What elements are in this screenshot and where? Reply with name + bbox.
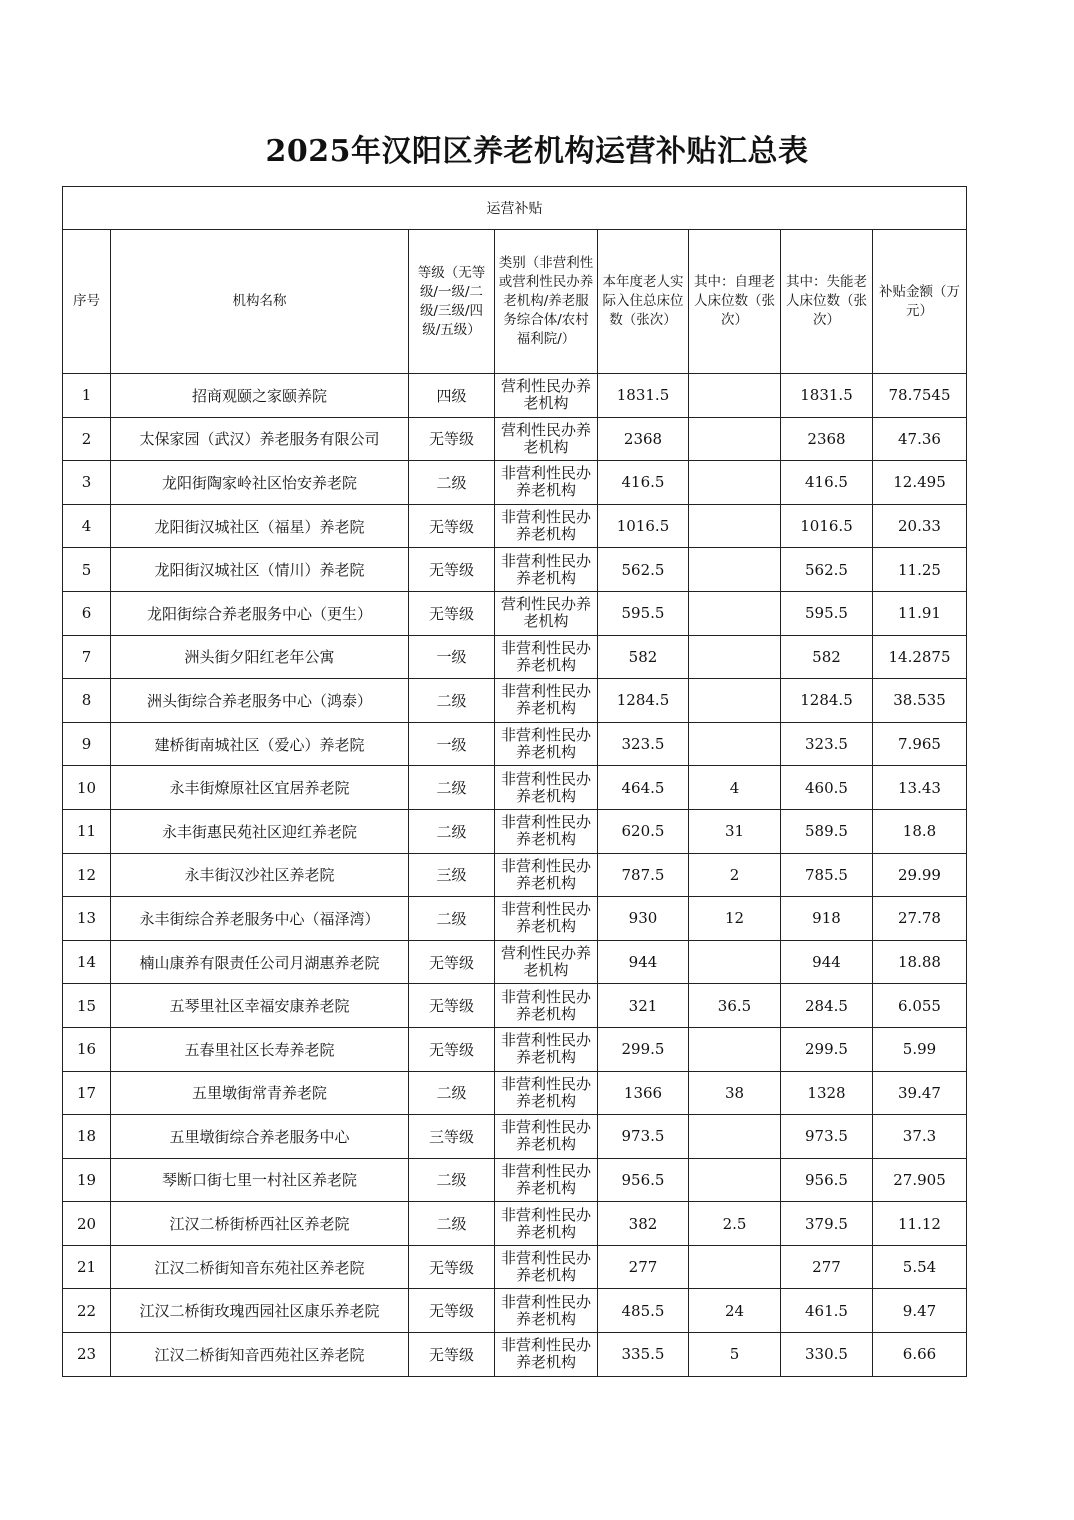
cell-self-care-beds <box>689 1245 781 1289</box>
cell-institution-name: 琴断口街七里一村社区养老院 <box>111 1158 409 1202</box>
cell-self-care-beds: 24 <box>689 1289 781 1333</box>
cell-grade: 三等级 <box>409 1115 495 1159</box>
table-row <box>63 1158 967 1202</box>
table-row <box>63 679 967 723</box>
cell-subsidy-amount: 6.66 <box>873 1333 967 1377</box>
cell-self-care-beds <box>689 1115 781 1159</box>
cell-self-care-beds <box>689 504 781 548</box>
cell-grade: 无等级 <box>409 940 495 984</box>
cell-category: 非营利性民办养老机构 <box>495 1289 598 1333</box>
cell-category: 营利性民办养老机构 <box>495 374 598 418</box>
cell-total-beds: 416.5 <box>598 461 689 505</box>
cell-total-beds: 323.5 <box>598 722 689 766</box>
table-row <box>63 1245 967 1289</box>
cell-self-care-beds: 36.5 <box>689 984 781 1028</box>
cell-category: 非营利性民办养老机构 <box>495 504 598 548</box>
cell-index: 12 <box>63 853 111 897</box>
cell-self-care-beds: 31 <box>689 809 781 853</box>
header-disabled-beds: 其中：失能老人床位数（张次） <box>781 230 873 374</box>
cell-grade: 二级 <box>409 809 495 853</box>
cell-subsidy-amount: 11.12 <box>873 1202 967 1246</box>
cell-subsidy-amount: 18.88 <box>873 940 967 984</box>
cell-disabled-beds: 460.5 <box>781 766 873 810</box>
cell-index: 15 <box>63 984 111 1028</box>
cell-category: 营利性民办养老机构 <box>495 940 598 984</box>
cell-index: 17 <box>63 1071 111 1115</box>
page-title: 2025年汉阳区养老机构运营补贴汇总表 <box>265 134 809 169</box>
cell-self-care-beds: 2 <box>689 853 781 897</box>
cell-subsidy-amount: 11.25 <box>873 548 967 592</box>
table-row <box>63 635 967 679</box>
cell-total-beds: 944 <box>598 940 689 984</box>
cell-grade: 四级 <box>409 374 495 418</box>
cell-institution-name: 龙阳街综合养老服务中心（更生） <box>111 591 409 635</box>
cell-grade: 一级 <box>409 635 495 679</box>
cell-self-care-beds <box>689 1158 781 1202</box>
cell-institution-name: 江汉二桥街玫瑰西园社区康乐养老院 <box>111 1289 409 1333</box>
cell-subsidy-amount: 27.905 <box>873 1158 967 1202</box>
header-subsidy-amount: 补贴金额（万元） <box>873 230 967 374</box>
cell-subsidy-amount: 11.91 <box>873 591 967 635</box>
cell-total-beds: 1366 <box>598 1071 689 1115</box>
cell-self-care-beds <box>689 1027 781 1071</box>
cell-grade: 无等级 <box>409 1333 495 1377</box>
header-institution-name: 机构名称 <box>111 230 409 374</box>
table-row <box>63 1115 967 1159</box>
table-row <box>63 374 967 418</box>
cell-disabled-beds: 582 <box>781 635 873 679</box>
table-row <box>63 461 967 505</box>
cell-self-care-beds <box>689 417 781 461</box>
cell-institution-name: 永丰街惠民苑社区迎红养老院 <box>111 809 409 853</box>
cell-total-beds: 2368 <box>598 417 689 461</box>
cell-total-beds: 562.5 <box>598 548 689 592</box>
cell-institution-name: 龙阳街汉城社区（情川）养老院 <box>111 548 409 592</box>
cell-subsidy-amount: 27.78 <box>873 897 967 941</box>
cell-disabled-beds: 416.5 <box>781 461 873 505</box>
cell-self-care-beds <box>689 548 781 592</box>
table-row <box>63 984 967 1028</box>
cell-category: 非营利性民办养老机构 <box>495 548 598 592</box>
cell-total-beds: 299.5 <box>598 1027 689 1071</box>
cell-disabled-beds: 330.5 <box>781 1333 873 1377</box>
table-row <box>63 591 967 635</box>
cell-disabled-beds: 1016.5 <box>781 504 873 548</box>
table-row <box>63 853 967 897</box>
cell-grade: 二级 <box>409 897 495 941</box>
cell-subsidy-amount: 13.43 <box>873 766 967 810</box>
cell-self-care-beds <box>689 722 781 766</box>
cell-total-beds: 277 <box>598 1245 689 1289</box>
table-row <box>63 417 967 461</box>
cell-disabled-beds: 1831.5 <box>781 374 873 418</box>
cell-subsidy-amount: 6.055 <box>873 984 967 1028</box>
cell-subsidy-amount: 29.99 <box>873 853 967 897</box>
cell-disabled-beds: 299.5 <box>781 1027 873 1071</box>
cell-total-beds: 1284.5 <box>598 679 689 723</box>
cell-total-beds: 321 <box>598 984 689 1028</box>
cell-category: 非营利性民办养老机构 <box>495 853 598 897</box>
cell-subsidy-amount: 5.99 <box>873 1027 967 1071</box>
cell-institution-name: 建桥街南城社区（爱心）养老院 <box>111 722 409 766</box>
cell-index: 3 <box>63 461 111 505</box>
cell-total-beds: 1831.5 <box>598 374 689 418</box>
cell-category: 非营利性民办养老机构 <box>495 1333 598 1377</box>
cell-total-beds: 930 <box>598 897 689 941</box>
cell-index: 11 <box>63 809 111 853</box>
cell-grade: 无等级 <box>409 591 495 635</box>
subsidy-table <box>62 186 967 1377</box>
cell-category: 非营利性民办养老机构 <box>495 1027 598 1071</box>
cell-disabled-beds: 379.5 <box>781 1202 873 1246</box>
cell-institution-name: 五里墩街常青养老院 <box>111 1071 409 1115</box>
cell-institution-name: 招商观颐之家颐养院 <box>111 374 409 418</box>
cell-institution-name: 洲头街综合养老服务中心（鸿泰） <box>111 679 409 723</box>
cell-institution-name: 江汉二桥街知音西苑社区养老院 <box>111 1333 409 1377</box>
cell-index: 2 <box>63 417 111 461</box>
cell-self-care-beds <box>689 591 781 635</box>
cell-disabled-beds: 2368 <box>781 417 873 461</box>
cell-total-beds: 595.5 <box>598 591 689 635</box>
header-self-care-beds: 其中：自理老人床位数（张次） <box>689 230 781 374</box>
cell-disabled-beds: 973.5 <box>781 1115 873 1159</box>
cell-category: 非营利性民办养老机构 <box>495 1071 598 1115</box>
cell-subsidy-amount: 14.2875 <box>873 635 967 679</box>
cell-disabled-beds: 1328 <box>781 1071 873 1115</box>
cell-grade: 二级 <box>409 679 495 723</box>
cell-grade: 二级 <box>409 1202 495 1246</box>
header-category: 类别（非营利性或营利性民办养老机构/养老服务综合体/农村福利院/） <box>495 230 598 374</box>
cell-disabled-beds: 589.5 <box>781 809 873 853</box>
cell-category: 非营利性民办养老机构 <box>495 809 598 853</box>
cell-index: 4 <box>63 504 111 548</box>
cell-index: 16 <box>63 1027 111 1071</box>
cell-category: 非营利性民办养老机构 <box>495 897 598 941</box>
cell-subsidy-amount: 78.7545 <box>873 374 967 418</box>
cell-self-care-beds: 4 <box>689 766 781 810</box>
cell-institution-name: 永丰街综合养老服务中心（福泽湾） <box>111 897 409 941</box>
cell-grade: 一级 <box>409 722 495 766</box>
cell-grade: 二级 <box>409 1158 495 1202</box>
cell-subsidy-amount: 39.47 <box>873 1071 967 1115</box>
table-row <box>63 1202 967 1246</box>
table-row <box>63 809 967 853</box>
table-header-row <box>63 230 967 374</box>
cell-disabled-beds: 562.5 <box>781 548 873 592</box>
cell-category: 非营利性民办养老机构 <box>495 1245 598 1289</box>
cell-institution-name: 五春里社区长寿养老院 <box>111 1027 409 1071</box>
cell-total-beds: 582 <box>598 635 689 679</box>
cell-category: 非营利性民办养老机构 <box>495 679 598 723</box>
cell-institution-name: 永丰街燎原社区宜居养老院 <box>111 766 409 810</box>
cell-index: 20 <box>63 1202 111 1246</box>
cell-self-care-beds <box>689 940 781 984</box>
cell-total-beds: 956.5 <box>598 1158 689 1202</box>
cell-grade: 无等级 <box>409 1245 495 1289</box>
cell-index: 19 <box>63 1158 111 1202</box>
cell-total-beds: 973.5 <box>598 1115 689 1159</box>
table-row <box>63 548 967 592</box>
cell-category: 非营利性民办养老机构 <box>495 1202 598 1246</box>
cell-total-beds: 787.5 <box>598 853 689 897</box>
cell-total-beds: 485.5 <box>598 1289 689 1333</box>
cell-category: 非营利性民办养老机构 <box>495 984 598 1028</box>
cell-disabled-beds: 277 <box>781 1245 873 1289</box>
cell-total-beds: 335.5 <box>598 1333 689 1377</box>
cell-grade: 无等级 <box>409 417 495 461</box>
cell-index: 9 <box>63 722 111 766</box>
table-row <box>63 897 967 941</box>
cell-subsidy-amount: 37.3 <box>873 1115 967 1159</box>
cell-institution-name: 江汉二桥街桥西社区养老院 <box>111 1202 409 1246</box>
cell-self-care-beds <box>689 461 781 505</box>
cell-grade: 无等级 <box>409 504 495 548</box>
table-row <box>63 504 967 548</box>
cell-grade: 二级 <box>409 461 495 505</box>
table-row <box>63 940 967 984</box>
cell-index: 18 <box>63 1115 111 1159</box>
cell-disabled-beds: 595.5 <box>781 591 873 635</box>
cell-subsidy-amount: 20.33 <box>873 504 967 548</box>
cell-index: 22 <box>63 1289 111 1333</box>
cell-disabled-beds: 284.5 <box>781 984 873 1028</box>
cell-institution-name: 太保家园（武汉）养老服务有限公司 <box>111 417 409 461</box>
table-body <box>63 187 967 1377</box>
cell-grade: 无等级 <box>409 1289 495 1333</box>
cell-category: 非营利性民办养老机构 <box>495 766 598 810</box>
cell-grade: 二级 <box>409 1071 495 1115</box>
cell-index: 13 <box>63 897 111 941</box>
cell-category: 营利性民办养老机构 <box>495 591 598 635</box>
table-row <box>63 766 967 810</box>
cell-total-beds: 620.5 <box>598 809 689 853</box>
cell-disabled-beds: 1284.5 <box>781 679 873 723</box>
cell-self-care-beds <box>689 635 781 679</box>
cell-subsidy-amount: 7.965 <box>873 722 967 766</box>
cell-index: 23 <box>63 1333 111 1377</box>
cell-total-beds: 382 <box>598 1202 689 1246</box>
cell-institution-name: 龙阳街汉城社区（福星）养老院 <box>111 504 409 548</box>
cell-institution-name: 五琴里社区幸福安康养老院 <box>111 984 409 1028</box>
cell-disabled-beds: 461.5 <box>781 1289 873 1333</box>
cell-subsidy-amount: 5.54 <box>873 1245 967 1289</box>
table-row <box>63 1071 967 1115</box>
cell-grade: 无等级 <box>409 984 495 1028</box>
cell-subsidy-amount: 12.495 <box>873 461 967 505</box>
cell-disabled-beds: 323.5 <box>781 722 873 766</box>
cell-grade: 无等级 <box>409 1027 495 1071</box>
cell-disabled-beds: 785.5 <box>781 853 873 897</box>
table-banner: 运营补贴 <box>63 187 967 230</box>
cell-index: 21 <box>63 1245 111 1289</box>
cell-grade: 无等级 <box>409 548 495 592</box>
cell-self-care-beds: 12 <box>689 897 781 941</box>
table-row <box>63 1027 967 1071</box>
table-banner-row <box>63 187 967 230</box>
table-row <box>63 1333 967 1377</box>
cell-subsidy-amount: 38.535 <box>873 679 967 723</box>
cell-institution-name: 永丰街汉沙社区养老院 <box>111 853 409 897</box>
cell-total-beds: 1016.5 <box>598 504 689 548</box>
cell-institution-name: 龙阳街陶家岭社区怡安养老院 <box>111 461 409 505</box>
cell-self-care-beds: 5 <box>689 1333 781 1377</box>
cell-category: 非营利性民办养老机构 <box>495 1115 598 1159</box>
header-grade: 等级（无等级/一级/二级/三级/四级/五级） <box>409 230 495 374</box>
cell-index: 14 <box>63 940 111 984</box>
cell-disabled-beds: 918 <box>781 897 873 941</box>
cell-disabled-beds: 944 <box>781 940 873 984</box>
cell-index: 10 <box>63 766 111 810</box>
cell-disabled-beds: 956.5 <box>781 1158 873 1202</box>
cell-grade: 三级 <box>409 853 495 897</box>
cell-subsidy-amount: 9.47 <box>873 1289 967 1333</box>
cell-index: 6 <box>63 591 111 635</box>
cell-institution-name: 江汉二桥街知音东苑社区养老院 <box>111 1245 409 1289</box>
cell-total-beds: 464.5 <box>598 766 689 810</box>
cell-index: 7 <box>63 635 111 679</box>
cell-self-care-beds <box>689 374 781 418</box>
cell-self-care-beds <box>689 679 781 723</box>
table-row <box>63 722 967 766</box>
cell-index: 8 <box>63 679 111 723</box>
cell-subsidy-amount: 47.36 <box>873 417 967 461</box>
cell-index: 1 <box>63 374 111 418</box>
cell-institution-name: 五里墩街综合养老服务中心 <box>111 1115 409 1159</box>
header-total-beds: 本年度老人实际入住总床位数（张次） <box>598 230 689 374</box>
cell-category: 非营利性民办养老机构 <box>495 1158 598 1202</box>
cell-category: 非营利性民办养老机构 <box>495 635 598 679</box>
cell-category: 非营利性民办养老机构 <box>495 461 598 505</box>
cell-self-care-beds: 38 <box>689 1071 781 1115</box>
cell-category: 非营利性民办养老机构 <box>495 722 598 766</box>
cell-self-care-beds: 2.5 <box>689 1202 781 1246</box>
header-index: 序号 <box>63 230 111 374</box>
cell-institution-name: 洲头街夕阳红老年公寓 <box>111 635 409 679</box>
table-row <box>63 1289 967 1333</box>
cell-institution-name: 楠山康养有限责任公司月湖惠养老院 <box>111 940 409 984</box>
cell-grade: 二级 <box>409 766 495 810</box>
cell-index: 5 <box>63 548 111 592</box>
cell-category: 营利性民办养老机构 <box>495 417 598 461</box>
cell-subsidy-amount: 18.8 <box>873 809 967 853</box>
